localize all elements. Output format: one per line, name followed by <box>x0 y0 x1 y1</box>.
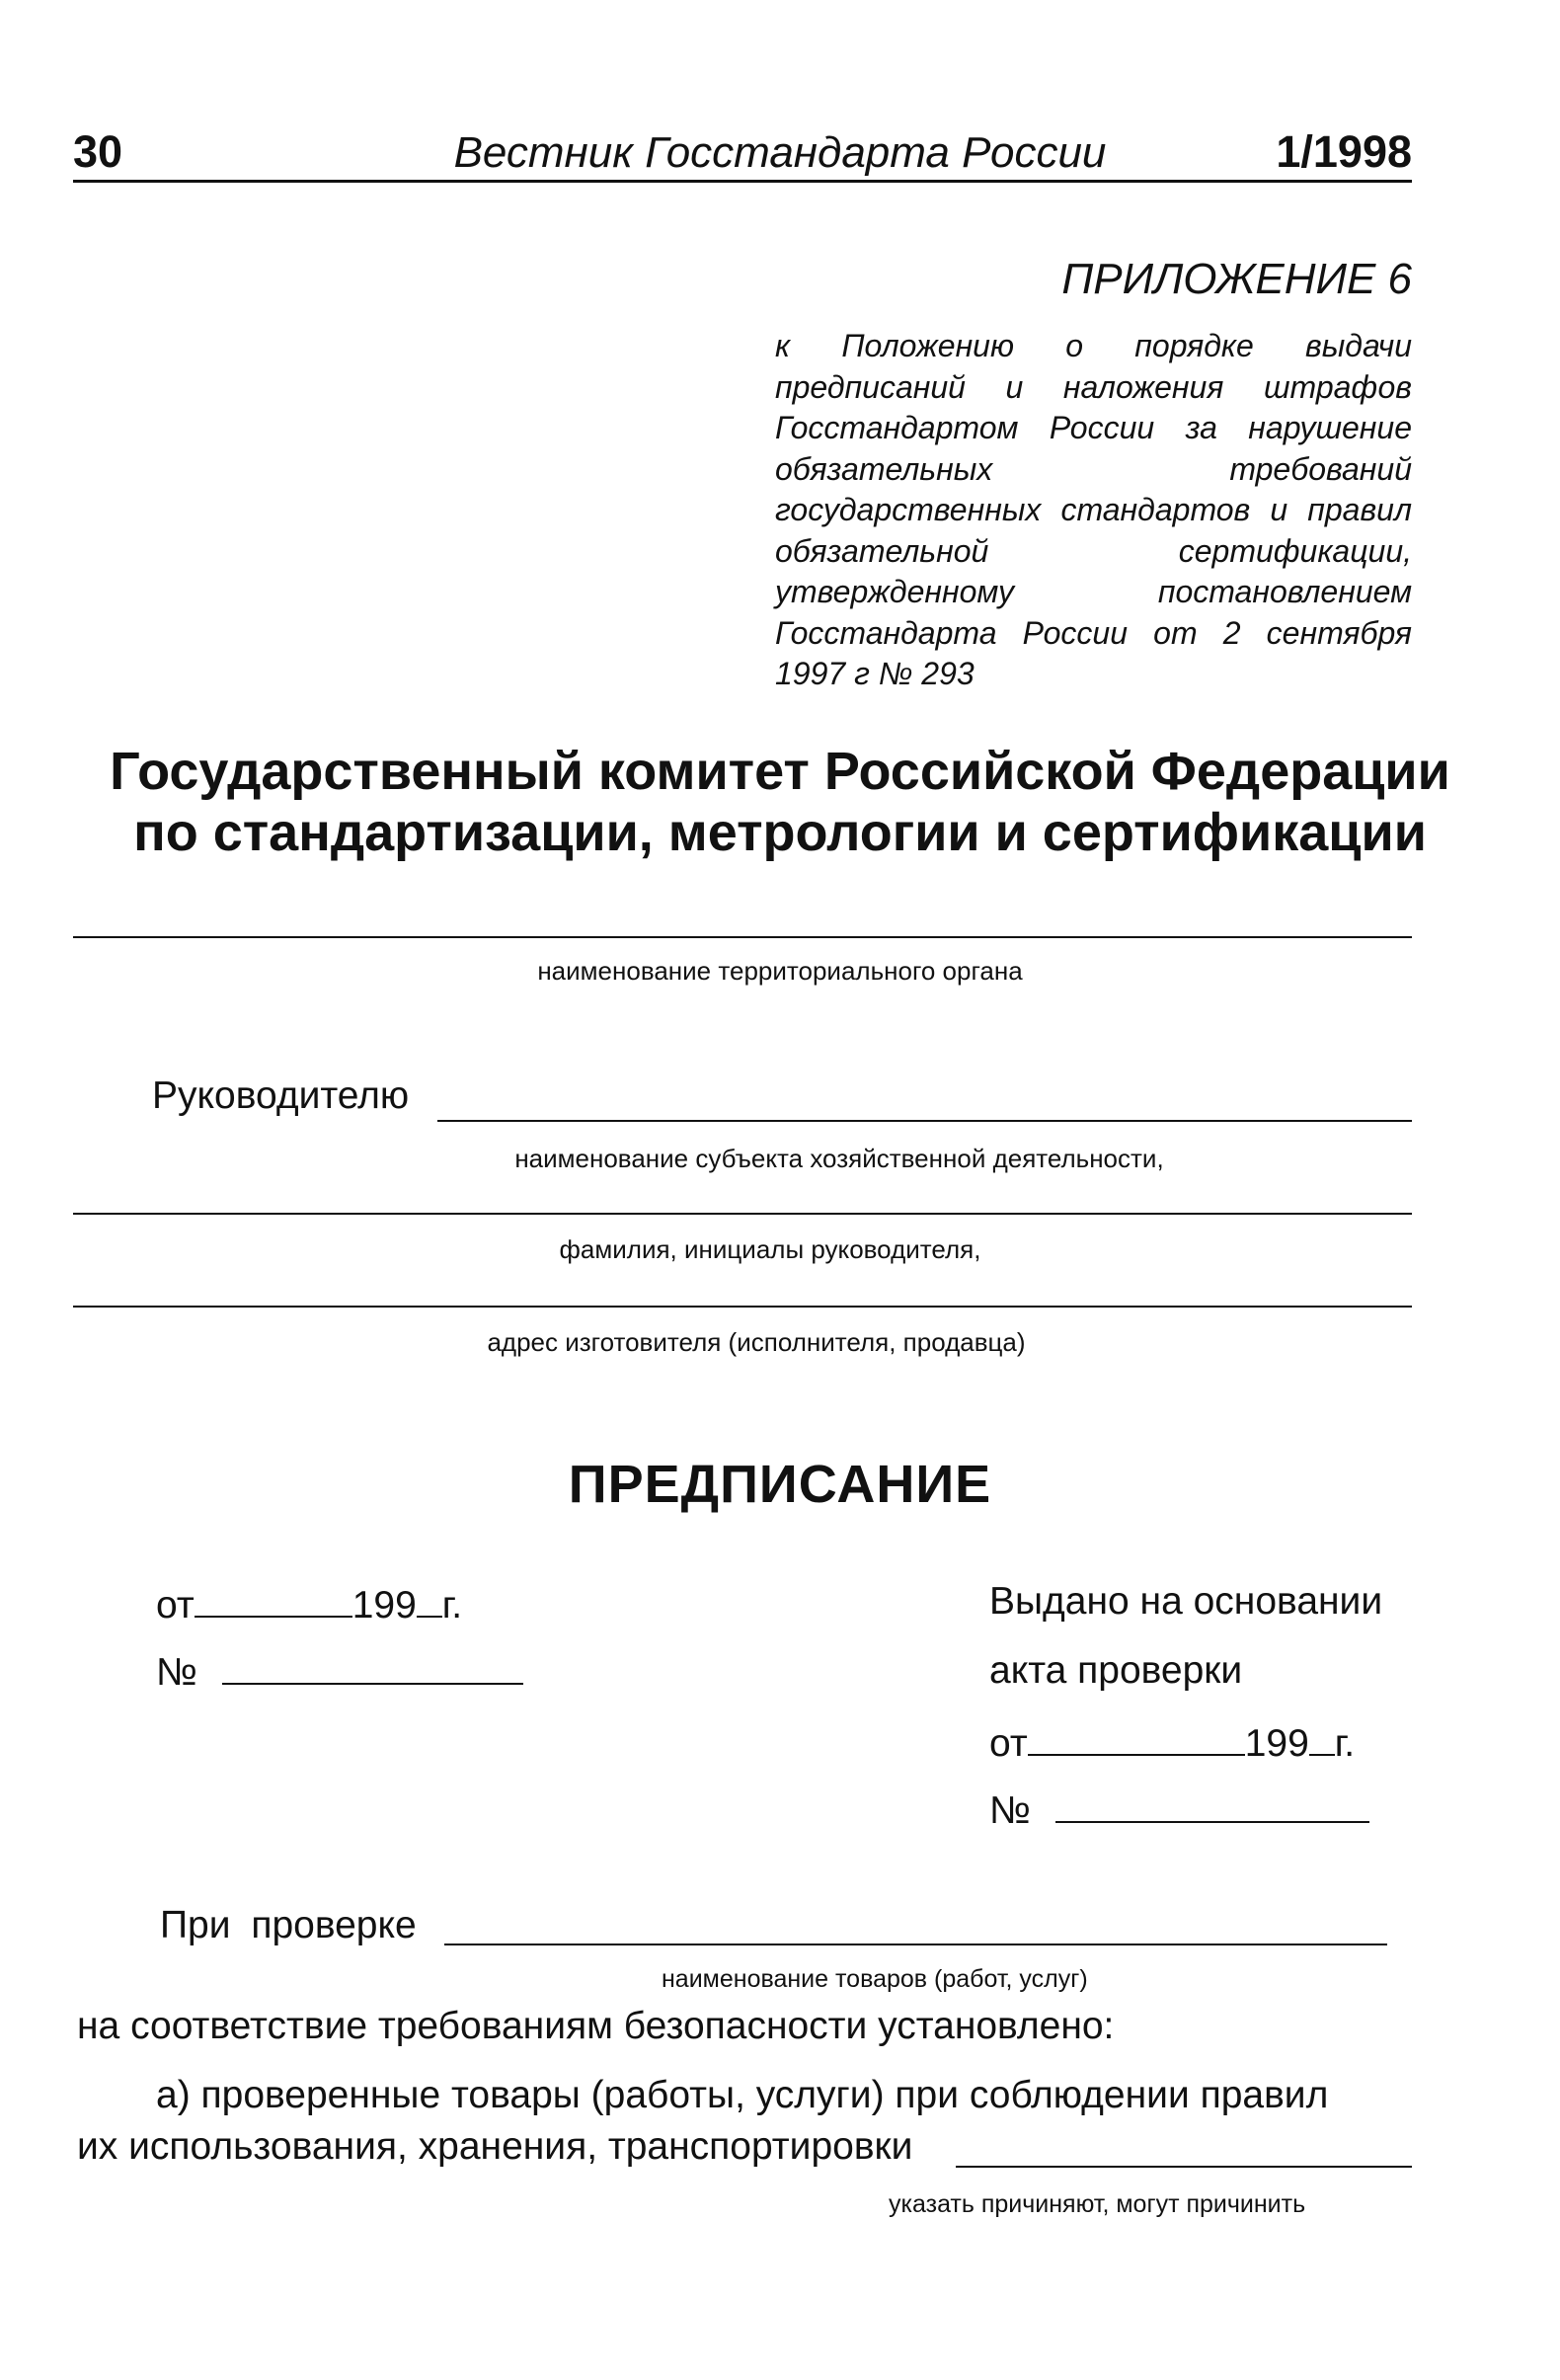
basis-line-2: акта проверки <box>989 1649 1243 1692</box>
basis-number <box>989 1785 1369 1833</box>
document-title: ПРЕДПИСАНИЕ <box>568 1455 992 1514</box>
basis-year-prefix: 199 <box>1244 1722 1309 1765</box>
order-year-prefix: 199 <box>351 1584 417 1626</box>
entity-caption: наименование субъекта хозяйственной деятельности, <box>514 1144 1164 1173</box>
head-name-caption: фамилия, инициалы руководителя, <box>559 1234 981 1264</box>
basis-date-field[interactable] <box>1028 1718 1245 1756</box>
order-year-field[interactable] <box>417 1580 442 1618</box>
committee-line-1: Государственный комитет Российской Федерации <box>110 742 1450 801</box>
page-number: 30 <box>73 126 123 177</box>
basis-line-1: Выдано на основании <box>989 1580 1383 1623</box>
appendix-description: к Положению о порядке выдачи предписаний и наложения штрафов Госстандартом России за нарушение обязательных требований государственных стандартов и правил обязательной сертификации, утвержденному постановлением Госстандарта России от 2 сентября 1997 г № 293 <box>775 328 1412 691</box>
order-year-suffix: г. <box>441 1584 463 1626</box>
inspection-goods-line[interactable] <box>444 1944 1387 1945</box>
territorial-body-line[interactable] <box>73 936 1412 938</box>
basis-number-label: № <box>989 1789 1031 1832</box>
address-line[interactable] <box>73 1306 1412 1308</box>
committee-line-2: по стандартизации, метрологии и сертификации <box>133 803 1427 862</box>
inspection-result-text: на соответствие требованиям безопасности установлено: <box>77 2005 1115 2047</box>
committee-name <box>0 741 1560 863</box>
basis-year-suffix: г. <box>1334 1722 1356 1765</box>
order-date-field[interactable] <box>195 1580 352 1618</box>
issue-number: 1/1998 <box>1276 126 1412 177</box>
address-caption: адрес изготовителя (исполнителя, продавца) <box>487 1327 1026 1357</box>
order-number <box>156 1647 523 1695</box>
addressee-label: Руководителю <box>152 1074 410 1117</box>
journal-title: Вестник Госстандарта России <box>453 128 1107 177</box>
item-a-line-2: их использования, хранения, транспортировки <box>77 2125 913 2168</box>
order-date <box>156 1580 462 1627</box>
head-name-line[interactable] <box>73 1213 1412 1215</box>
inspection-label: При проверке <box>160 1904 417 1946</box>
basis-date <box>989 1718 1355 1766</box>
addressee-line[interactable] <box>437 1120 1412 1122</box>
appendix-title: ПРИЛОЖЕНИЕ 6 <box>1061 255 1412 303</box>
goods-caption: наименование товаров (работ, услуг) <box>662 1965 1088 1993</box>
harm-caption: указать причиняют, могут причинить <box>889 2190 1306 2218</box>
order-number-field[interactable] <box>222 1647 523 1685</box>
harm-field-line[interactable] <box>956 2166 1412 2168</box>
order-from-label: от <box>156 1584 195 1626</box>
order-number-label: № <box>156 1651 197 1694</box>
territorial-body-caption: наименование территориального органа <box>537 956 1023 986</box>
basis-number-field[interactable] <box>1055 1785 1369 1823</box>
header-rule <box>73 180 1412 183</box>
basis-year-field[interactable] <box>1309 1718 1335 1756</box>
basis-from-label: от <box>989 1722 1028 1765</box>
item-a-line-1: а) проверенные товары (работы, услуги) при соблюдении правил <box>156 2074 1329 2116</box>
